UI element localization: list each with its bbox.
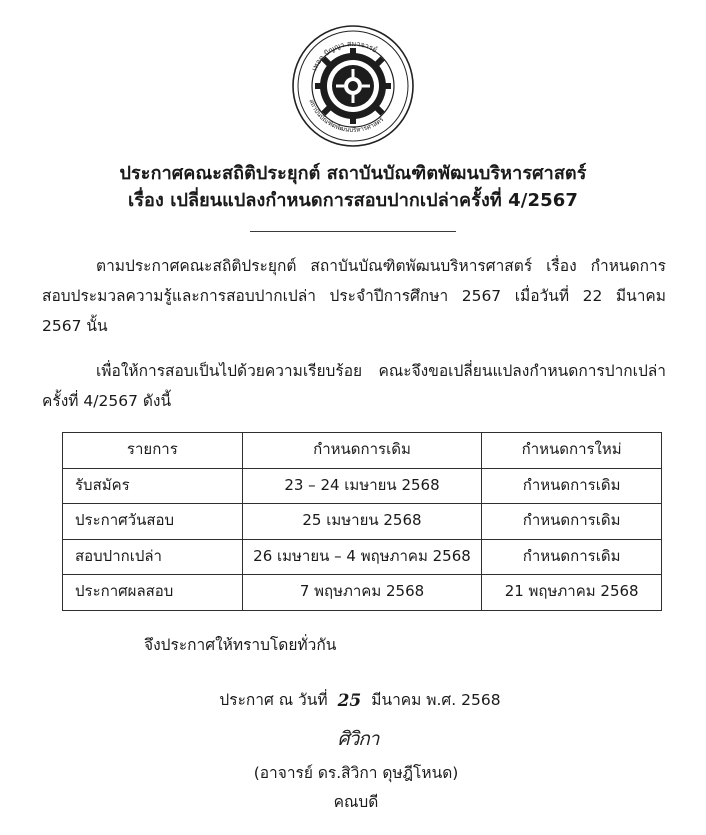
announcement-date-line (34, 687, 672, 712)
handwritten-signature-glyph: ศิวิกา (337, 727, 379, 750)
title-divider (250, 231, 456, 232)
cell-item: ประกาศผลสอบ (63, 575, 243, 611)
cell-new: 21 พฤษภาคม 2568 (482, 575, 662, 611)
nida-emblem-icon (291, 24, 415, 148)
cell-item: ประกาศวันสอบ (63, 504, 243, 540)
date-prefix: ประกาศ ณ วันที่ (219, 690, 328, 709)
table-row (63, 575, 662, 611)
signer-name: (อาจารย์ ดร.สิวิกา ดุษฎีโหนด) (253, 763, 459, 782)
cell-old: 7 พฤษภาคม 2568 (242, 575, 482, 611)
svg-text:เทอด ปัญญา สมาจารย์: เทอด ปัญญา สมาจารย์ (309, 38, 379, 73)
cell-old: 23 – 24 เมษายน 2568 (242, 468, 482, 504)
table-header-old: กำหนดการเดิม (242, 433, 482, 469)
signer-role: คณบดี (333, 792, 379, 811)
table-header-row (63, 433, 662, 469)
cell-old: 26 เมษายน – 4 พฤษภาคม 2568 (242, 539, 482, 575)
paragraph-2: เพื่อให้การสอบเป็นไปด้วยความเรียบร้อย คณะจึงขอเปลี่ยนแปลงกำหนดการปากเปล่าครั้งที่ 4/2567 ดังนี้ (42, 361, 666, 410)
table-row (63, 468, 662, 504)
svg-text:สถาบันบัณฑิตพัฒนบริหารศาสตร์: สถาบันบัณฑิตพัฒนบริหารศาสตร์ (307, 98, 386, 135)
cell-new: กำหนดการเดิม (482, 539, 662, 575)
schedule-table-container (34, 432, 672, 611)
table-row (63, 504, 662, 540)
signature-mark (34, 724, 672, 752)
cell-old: 25 เมษายน 2568 (242, 504, 482, 540)
cell-item: รับสมัคร (63, 468, 243, 504)
date-day-handwritten: 25 (337, 690, 362, 711)
cell-new: กำหนดการเดิม (482, 468, 662, 504)
schedule-table (62, 432, 662, 611)
cell-new: กำหนดการเดิม (482, 504, 662, 540)
paragraph-1: ตามประกาศคณะสถิติประยุกต์ สถาบันบัณฑิตพัฒนบริหารศาสตร์ เรื่อง กำหนดการสอบประมวลความรู้และการสอบปากเปล่า ประจำปีการศึกษา 2567 เมื่อวันที่ 22 มีนาคม 2567 นั้น (42, 257, 666, 336)
closing-statement: จึงประกาศให้ทราบโดยทั่วกัน (144, 635, 337, 654)
table-header-item: รายการ (63, 433, 243, 469)
title-line-2: เรื่อง เปลี่ยนแปลงกำหนดการสอบปากเปล่าครั้งที่ 4/2567 (128, 190, 578, 211)
table-row (63, 539, 662, 575)
document-body (34, 251, 672, 416)
title-line-1: ประกาศคณะสถิติประยุกต์ สถาบันบัณฑิตพัฒนบริหารศาสตร์ (119, 163, 587, 184)
document-title (34, 160, 672, 214)
date-suffix: มีนาคม พ.ศ. 2568 (371, 690, 501, 709)
cell-item: สอบปากเปล่า (63, 539, 243, 575)
logo-container (34, 0, 672, 148)
table-header-new: กำหนดการใหม่ (482, 433, 662, 469)
